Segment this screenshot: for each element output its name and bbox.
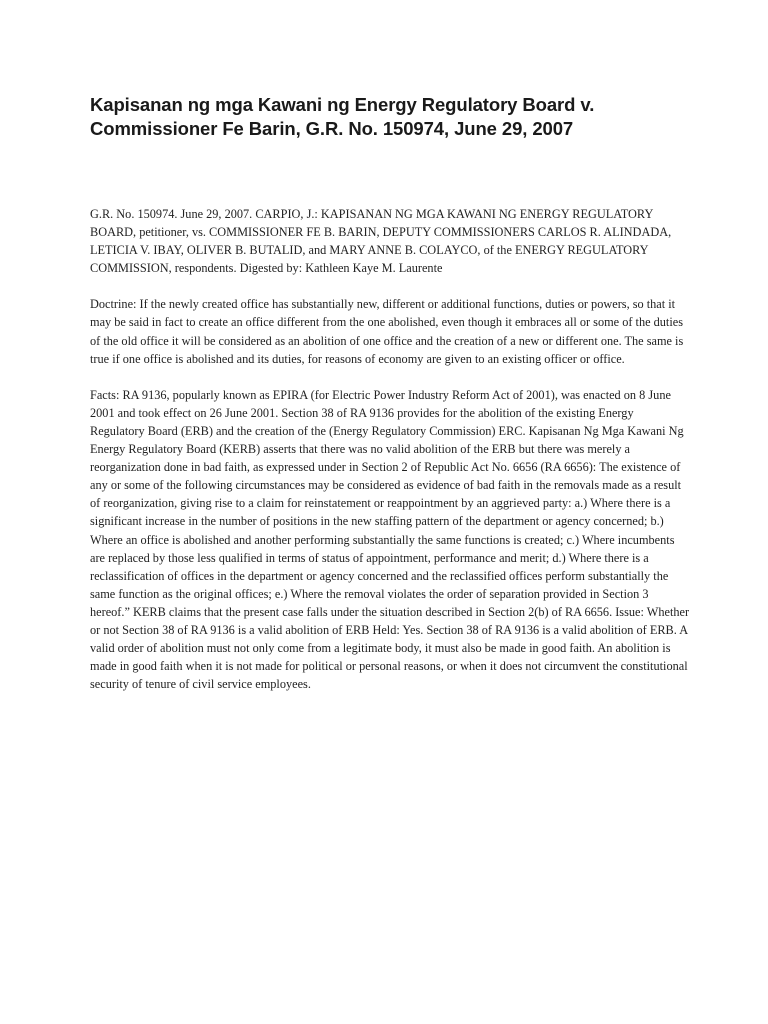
facts-paragraph: Facts: RA 9136, popularly known as EPIRA (for Electric Power Industry Reform Act of 2001), was enacted on 8 June 2001 and took effect on 26 June 2001. Section 38 of RA 9136 provides for the abolition of the existing Energy Regulatory Board (ERB) and the creation of the (Energy Regulatory Commission) ERC. Kapisanan Ng Mga Kawani Ng Energy Regulatory Board (KERB) asserts that there was no valid abolition of the ERB but there was merely a reorganization done in bad faith, as expressed under in Section 2 of Republic Act No. 6656 (RA 6656): The existence of any or some of the following circumstances may be considered as evidence of bad faith in the removals made as a result of reorganization, giving rise to a claim for reinstatement or reappointment by an aggrieved party: a.) Where there is a significant increase in the number of positions in the new staffing pattern of the department or agency concerned; b.) Where an office is abolished and another performing substantially the same functions is created; c.) Where incumbents are replaced by those less qualified in terms of status of appointment, performance and merit; d.) Where there is a reclassification of offices in the department or agency concerned and the reclassified offices perform substantially the same function as the original offices; e.) Where the removal violates the order of separation provided in Section 3 hereof.” KERB claims that the present case falls under the situation described in Section 2(b) of RA 6656. Issue: Whether or not Section 38 of RA 9136 is a valid abolition of ERB Held: Yes. Section 38 of RA 9136 is a valid abolition of ERB. A valid order of abolition must not only come from a legitimate body, it must also be made in good faith. An abolition is made in good faith when it is not made for political or personal reasons, or when it does not circumvent the constitutional security of tenure of civil service employees. — [90, 387, 690, 692]
doctrine-paragraph: Doctrine: If the newly created office has substantially new, different or additional functions, duties or powers, so that it may be said in fact to create an office different from the one abolished, even though it embraces all or some of the duties of the old office it will be considered as an abolition of one office and the creation of a new or different one. The same is true if one office is abolished and its duties, for reasons of economy are given to an existing officer or office. — [90, 297, 684, 366]
case-citation-paragraph: G.R. No. 150974. June 29, 2007. CARPIO, J.: KAPISANAN NG MGA KAWANI NG ENERGY REGULATORY BOARD, petitioner, vs. COMMISSIONER FE B. BARIN, DEPUTY COMMISSIONERS CARLOS R. ALINDADA, LETICIA V. IBAY, OLIVER B. BUTALID, and MARY ANNE B. COLAYCO, of the ENERGY REGULATORY COMMISSION, respondents. Digested by: Kathleen Kaye M. Laurente — [90, 207, 672, 276]
document-title: Kapisanan ng mga Kawani ng Energy Regulatory Board v. Commissioner Fe Barin, G.R. No. 150974, June 29, 2007 — [90, 94, 595, 139]
document-body — [90, 205, 690, 711]
